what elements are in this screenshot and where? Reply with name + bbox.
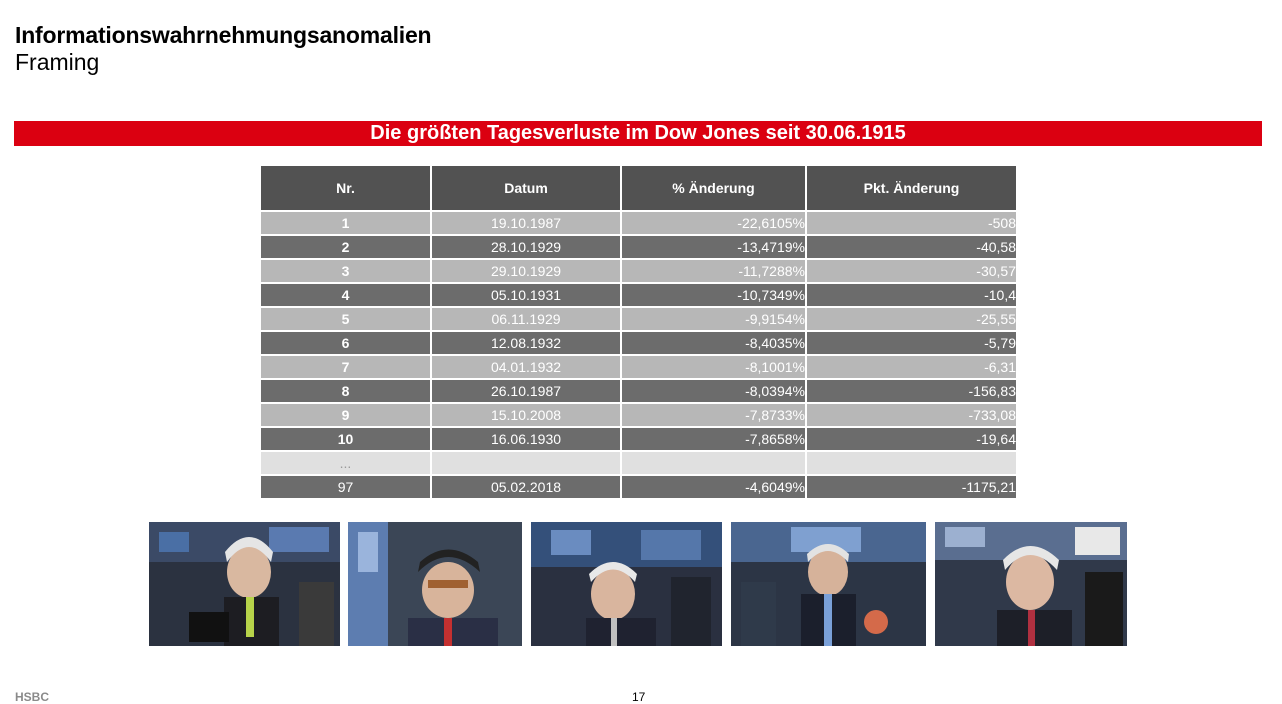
column-header-percent-change: % Änderung <box>621 165 806 211</box>
cell-datum: 15.10.2008 <box>431 403 621 427</box>
cell-points-change: -25,55 <box>806 307 1017 331</box>
cell-nr: 97 <box>260 475 431 499</box>
cell-nr: 8 <box>260 379 431 403</box>
cell-nr: 5 <box>260 307 431 331</box>
cell-points-change: -30,57 <box>806 259 1017 283</box>
trader-photo-4 <box>731 522 926 646</box>
trader-photo-1 <box>149 522 340 646</box>
cell-percent-change: -7,8658% <box>621 427 806 451</box>
cell-datum: 05.10.1931 <box>431 283 621 307</box>
table-row <box>260 379 1017 403</box>
cell-points-change: -1175,21 <box>806 475 1017 499</box>
cell-datum: 05.02.2018 <box>431 475 621 499</box>
cell-points-change: -10,4 <box>806 283 1017 307</box>
cell-percent-change: -22,6105% <box>621 211 806 235</box>
cell-percent-change: -13,4719% <box>621 235 806 259</box>
cell-nr: 3 <box>260 259 431 283</box>
cell-points-change: -5,79 <box>806 331 1017 355</box>
cell-percent-change: -7,8733% <box>621 403 806 427</box>
cell-nr: 1 <box>260 211 431 235</box>
table-row <box>260 259 1017 283</box>
cell-percent-change: -10,7349% <box>621 283 806 307</box>
dow-jones-losses-table <box>259 164 1018 500</box>
table-header-row <box>260 165 1017 211</box>
column-header-datum: Datum <box>431 165 621 211</box>
table-ellipsis-row <box>260 451 1017 475</box>
table-row <box>260 475 1017 499</box>
ellipsis: ... <box>260 451 431 475</box>
cell-points-change: -19,64 <box>806 427 1017 451</box>
cell-nr: 7 <box>260 355 431 379</box>
cell-nr: 6 <box>260 331 431 355</box>
cell-percent-change: -8,4035% <box>621 331 806 355</box>
cell-nr: 4 <box>260 283 431 307</box>
column-header-points-change: Pkt. Änderung <box>806 165 1017 211</box>
table-row <box>260 235 1017 259</box>
cell-datum: 29.10.1929 <box>431 259 621 283</box>
cell-datum: 16.06.1930 <box>431 427 621 451</box>
cell-datum: 28.10.1929 <box>431 235 621 259</box>
footer-brand: HSBC <box>15 690 50 704</box>
table-row <box>260 331 1017 355</box>
table-row <box>260 427 1017 451</box>
cell-percent-change: -11,7288% <box>621 259 806 283</box>
cell-datum: 12.08.1932 <box>431 331 621 355</box>
cell-datum: 06.11.1929 <box>431 307 621 331</box>
empty-cell <box>806 451 1017 475</box>
trader-photo-2 <box>348 522 522 646</box>
cell-percent-change: -8,1001% <box>621 355 806 379</box>
cell-points-change: -40,58 <box>806 235 1017 259</box>
trader-photo-5 <box>935 522 1127 646</box>
table-banner: Die größten Tagesverluste im Dow Jones seit 30.06.1915 <box>14 121 1262 146</box>
cell-nr: 2 <box>260 235 431 259</box>
column-header-nr: Nr. <box>260 165 431 211</box>
cell-points-change: -156,83 <box>806 379 1017 403</box>
trader-photo-3 <box>531 522 722 646</box>
cell-nr: 9 <box>260 403 431 427</box>
empty-cell <box>621 451 806 475</box>
cell-percent-change: -9,9154% <box>621 307 806 331</box>
cell-datum: 26.10.1987 <box>431 379 621 403</box>
table-row <box>260 403 1017 427</box>
empty-cell <box>431 451 621 475</box>
cell-points-change: -6,31 <box>806 355 1017 379</box>
table-row <box>260 211 1017 235</box>
slide-subtitle: Framing <box>15 49 100 75</box>
cell-percent-change: -4,6049% <box>621 475 806 499</box>
cell-nr: 10 <box>260 427 431 451</box>
table-row <box>260 307 1017 331</box>
cell-points-change: -733,08 <box>806 403 1017 427</box>
cell-percent-change: -8,0394% <box>621 379 806 403</box>
table-row <box>260 283 1017 307</box>
page-number: 17 <box>632 690 646 704</box>
cell-datum: 04.01.1932 <box>431 355 621 379</box>
slide-title: Informationswahrnehmungsanomalien <box>15 22 432 48</box>
cell-points-change: -508 <box>806 211 1017 235</box>
table-row <box>260 355 1017 379</box>
cell-datum: 19.10.1987 <box>431 211 621 235</box>
